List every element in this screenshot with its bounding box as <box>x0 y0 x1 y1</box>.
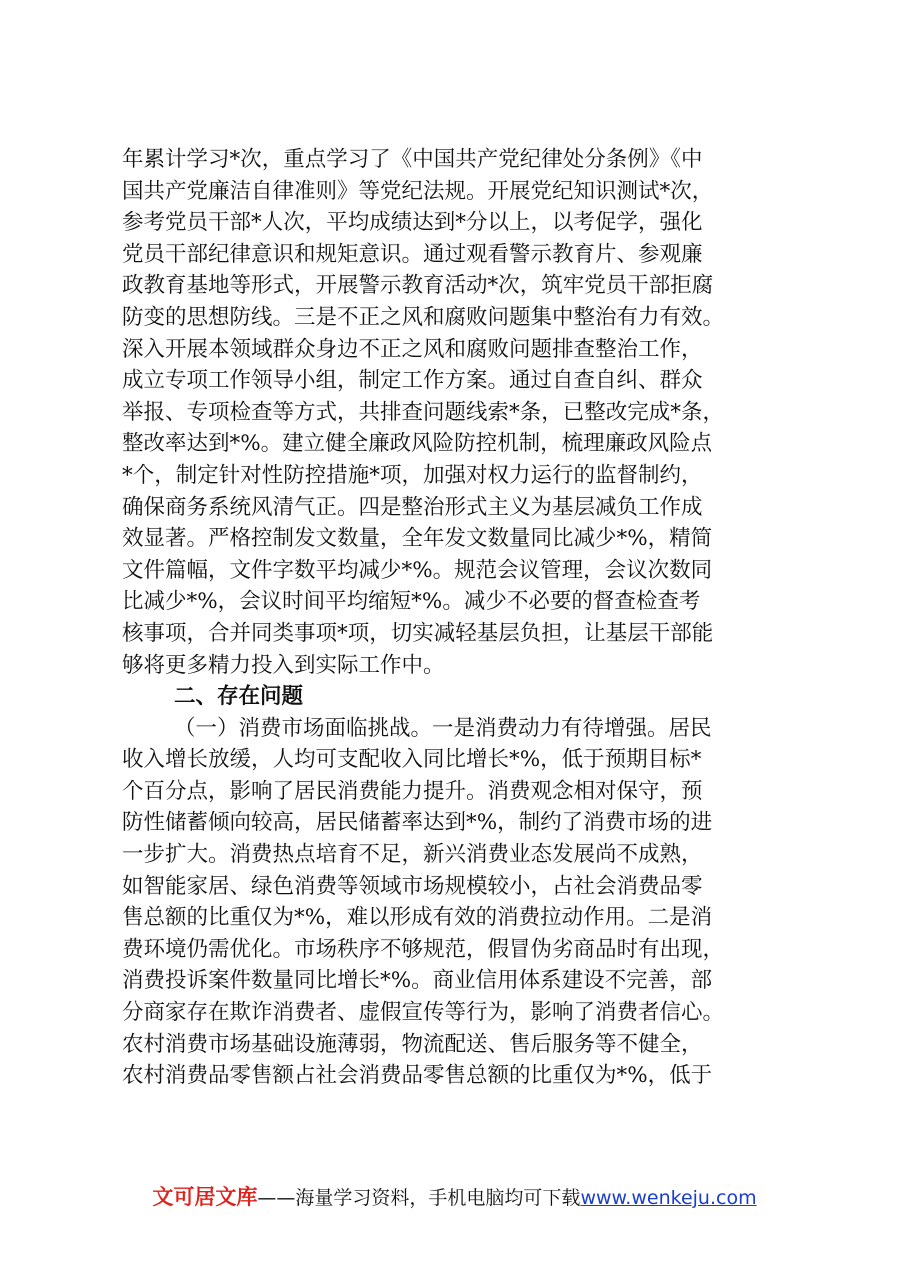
section-line: 售总额的比重仅为*%，难以形成有效的消费拉动作用。二是消 <box>122 905 713 931</box>
body-line: 深入开展本领域群众身边不正之风和腐败问题排查整治工作， <box>122 336 703 362</box>
footer-tagline: ——海量学习资料，手机电脑均可下载 <box>257 1187 581 1209</box>
document-body <box>122 144 812 1092</box>
section-line: 分商家存在欺诈消费者、虚假宣传等行为，影响了消费者信心。 <box>122 1000 725 1026</box>
body-line: 确保商务系统风清气正。四是整治形式主义为基层减负工作成 <box>122 494 703 520</box>
body-line: 参考党员干部*人次，平均成绩达到*分以上，以考促学，强化 <box>122 210 703 236</box>
section-line: 农村消费市场基础设施薄弱，物流配送、售后服务等不健全， <box>122 1031 703 1057</box>
body-line: 文件篇幅，文件字数平均减少*%。规范会议管理，会议次数同 <box>122 557 713 583</box>
footer-banner <box>0 1182 909 1212</box>
body-line: 成立专项工作领导小组，制定工作方案。通过自查自纠、群众 <box>122 368 703 394</box>
body-line: 整改率达到*%。建立健全廉政风险防控机制，梳理廉政风险点 <box>122 431 713 457</box>
section-line: 消费投诉案件数量同比增长*%。商业信用体系建设不完善，部 <box>122 968 713 994</box>
section-line: 费环境仍需优化。市场秩序不够规范，假冒伪劣商品时有出现， <box>122 936 725 962</box>
body-line: 防变的思想防线。三是不正之风和腐败问题集中整治有力有效。 <box>122 304 725 330</box>
body-line: 国共产党廉洁自律准则》等党纪法规。开展党纪知识测试*次， <box>122 178 714 204</box>
brand-name: 文可居文库 <box>152 1185 258 1209</box>
body-line: 够将更多精力投入到实际工作中。 <box>122 652 445 678</box>
site-link[interactable]: www.wenkeju.com <box>580 1187 757 1209</box>
body-line: 核事项，合并同类事项*项，切实减轻基层负担，让基层干部能 <box>122 620 714 646</box>
section-line: 如智能家居、绿色消费等领域市场规模较小，占社会消费品零 <box>122 873 703 899</box>
body-line: 政教育基地等形式，开展警示教育活动*次，筑牢党员干部拒腐 <box>122 273 714 299</box>
section-line: 一步扩大。消费热点培育不足，新兴消费业态发展尚不成熟， <box>122 842 703 868</box>
section-line: 收入增长放缓，人均可支配收入同比增长*%，低于预期目标* <box>122 747 702 773</box>
body-line: 比减少*%，会议时间平均缩短*%。减少不必要的督查检查考 <box>122 589 701 615</box>
section-line: 个百分点，影响了居民消费能力提升。消费观念相对保守，预 <box>122 778 703 804</box>
section-line: 农村消费品零售额占社会消费品零售总额的比重仅为*%，低于 <box>122 1063 713 1089</box>
section-line: 防性储蓄倾向较高，居民储蓄率达到*%，制约了消费市场的进 <box>122 810 713 836</box>
body-line: *个，制定针对性防控措施*项，加强对权力运行的监督制约， <box>122 462 703 488</box>
body-line: 举报、专项检查等方式，共排查问题线索*条，已整改完成*条， <box>122 399 725 425</box>
body-line: 年累计学习*次，重点学习了《中国共产党纪律处分条例》《中 <box>122 147 703 172</box>
section-heading: 二、存在问题 <box>174 684 304 710</box>
body-line: 党员干部纪律意识和规矩意识。通过观看警示教育片、参观廉 <box>122 241 703 267</box>
body-line: 效显著。严格控制发文数量，全年发文数量同比减少*%，精简 <box>122 526 713 552</box>
section-line: （一）消费市场面临挑战。一是消费动力有待增强。居民 <box>174 715 712 741</box>
